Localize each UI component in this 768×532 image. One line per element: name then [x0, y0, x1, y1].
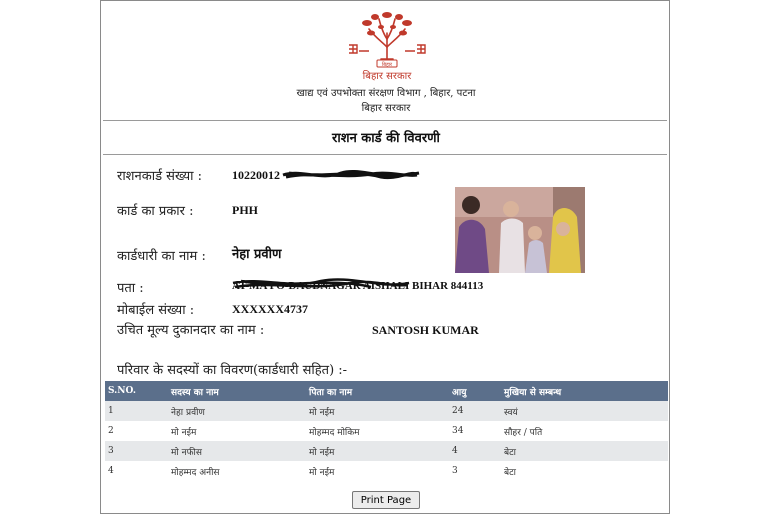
address-label: पता :: [117, 281, 144, 296]
divider-bottom: [103, 154, 667, 155]
table-cell: 2: [105, 421, 168, 441]
table-row: [105, 401, 668, 421]
table-cell: 3: [449, 461, 501, 481]
family-photo: [455, 187, 585, 273]
table-cell: मोहम्मद अनीस: [168, 461, 306, 481]
divider-top: [103, 120, 667, 121]
table-cell: मोहम्मद मोकिम: [306, 421, 449, 441]
table-cell: मो नईम: [306, 461, 449, 481]
card-number-label: राशनकार्ड संख्या :: [117, 169, 202, 184]
column-header: सदस्य का नाम: [168, 381, 306, 401]
table-cell: नेहा प्रवीण: [168, 401, 306, 421]
print-page-button[interactable]: Print Page: [352, 491, 420, 509]
card-type-value: PHH: [232, 203, 258, 217]
table-cell: 34: [449, 421, 501, 441]
dealer-label: उचित मूल्य दुकानदार का नाम :: [117, 323, 265, 338]
table-cell: मो नईम: [306, 401, 449, 421]
card-number-value: 10220012: [232, 168, 280, 182]
family-members-table: [105, 381, 668, 481]
address-value: AT-MA PO-DAUDNAGAR AISHALI BIHAR 844113: [232, 280, 484, 292]
table-cell: बेटा: [501, 441, 668, 461]
column-header: पिता का नाम: [306, 381, 449, 401]
card-holder-value: नेहा प्रवीण: [232, 247, 282, 262]
table-cell: मो नफीस: [168, 441, 306, 461]
table-row: [105, 461, 668, 481]
table-header-row: [105, 381, 668, 401]
table-cell: 3: [105, 441, 168, 461]
bihar-emblem-logo: [341, 7, 433, 83]
table-cell: 24: [449, 401, 501, 421]
column-header: S.NO.: [105, 381, 168, 401]
table-cell: 4: [449, 441, 501, 461]
card-type-label: कार्ड का प्रकार :: [117, 204, 194, 219]
mobile-label: मोबाईल संख्या :: [117, 303, 195, 318]
table-cell: स्वयं: [501, 401, 668, 421]
government-name: बिहार सरकार: [361, 103, 411, 114]
table-cell: सौहर / पति: [501, 421, 668, 441]
column-header: मुखिया से सम्बन्ध: [501, 381, 668, 401]
redaction-scribble: [281, 165, 421, 185]
ration-card-panel: [100, 0, 670, 514]
table-cell: 1: [105, 401, 168, 421]
table-row: [105, 421, 668, 441]
redaction-scribble: [231, 275, 411, 295]
table-cell: मो नईम: [306, 441, 449, 461]
column-header: आयु: [449, 381, 501, 401]
table-cell: बेटा: [501, 461, 668, 481]
dealer-value: SANTOSH KUMAR: [372, 323, 479, 337]
department-name: खाद्य एवं उपभोक्ता संरक्षण विभाग , बिहार, पटना: [296, 88, 476, 99]
svg-text:बिहार: बिहार: [381, 62, 393, 68]
table-row: [105, 441, 668, 461]
state-name-text: बिहार सरकार: [362, 71, 412, 82]
table-cell: 4: [105, 461, 168, 481]
page-title: राशन कार्ड की विवरणी: [332, 131, 440, 146]
family-section-heading: परिवार के सदस्यों का विवरण(कार्डधारी सहित) :-: [117, 363, 348, 378]
card-holder-label: कार्डधारी का नाम :: [117, 249, 206, 264]
mobile-value: XXXXXX4737: [232, 302, 308, 316]
table-cell: मो नईम: [168, 421, 306, 441]
